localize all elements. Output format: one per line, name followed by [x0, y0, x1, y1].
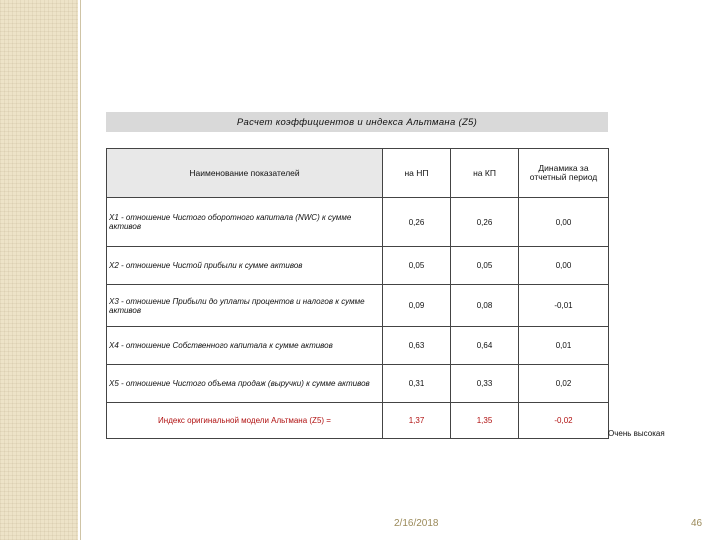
row-end: 0,26: [451, 198, 519, 247]
decorative-side-panel: [0, 0, 78, 540]
row-change: 0,00: [519, 247, 609, 285]
table-title: Расчет коэффициентов и индекса Альтмана (Z5): [106, 112, 608, 132]
row-end: 0,05: [451, 247, 519, 285]
row-start: 0,09: [383, 285, 451, 327]
total-end: 1,35: [451, 403, 519, 439]
total-start: 1,37: [383, 403, 451, 439]
row-end: 0,08: [451, 285, 519, 327]
row-change: 0,01: [519, 327, 609, 365]
row-start: 0,05: [383, 247, 451, 285]
row-start: 0,26: [383, 198, 451, 247]
row-name: X2 - отношение Чистой прибыли к сумме активов: [107, 247, 383, 285]
row-name: X4 - отношение Собственного капитала к сумме активов: [107, 327, 383, 365]
page-number: 46: [691, 518, 703, 529]
header-change: Динамика за отчетный период: [519, 149, 609, 198]
rating-label: Очень высокая: [608, 429, 665, 438]
row-start: 0,31: [383, 365, 451, 403]
panel-divider: [80, 0, 81, 540]
row-change: 0,02: [519, 365, 609, 403]
row-change: -0,01: [519, 285, 609, 327]
total-name: Индекс оригинальной модели Альтмана (Z5) =: [107, 403, 383, 439]
header-end: на КП: [451, 149, 519, 198]
row-name: X5 - отношение Чистого объема продаж (выручки) к сумме активов: [107, 365, 383, 403]
header-name: Наименование показателей: [107, 149, 383, 198]
table-row: [107, 198, 609, 247]
row-change: 0,00: [519, 198, 609, 247]
footer-date: 2/16/2018: [394, 518, 439, 529]
header-start: на НП: [383, 149, 451, 198]
header-row: [107, 149, 609, 198]
row-start: 0,63: [383, 327, 451, 365]
table-row: [107, 327, 609, 365]
table-row: [107, 285, 609, 327]
table-row: [107, 247, 609, 285]
table-row: [107, 365, 609, 403]
total-row: [107, 403, 609, 439]
total-change: -0,02: [519, 403, 609, 439]
row-end: 0,64: [451, 327, 519, 365]
row-name: X3 - отношение Прибыли до уплаты процентов и налогов к сумме активов: [107, 285, 383, 327]
altman-table: [106, 148, 609, 439]
row-end: 0,33: [451, 365, 519, 403]
row-name: X1 - отношение Чистого оборотного капитала (NWC) к сумме активов: [107, 198, 383, 247]
